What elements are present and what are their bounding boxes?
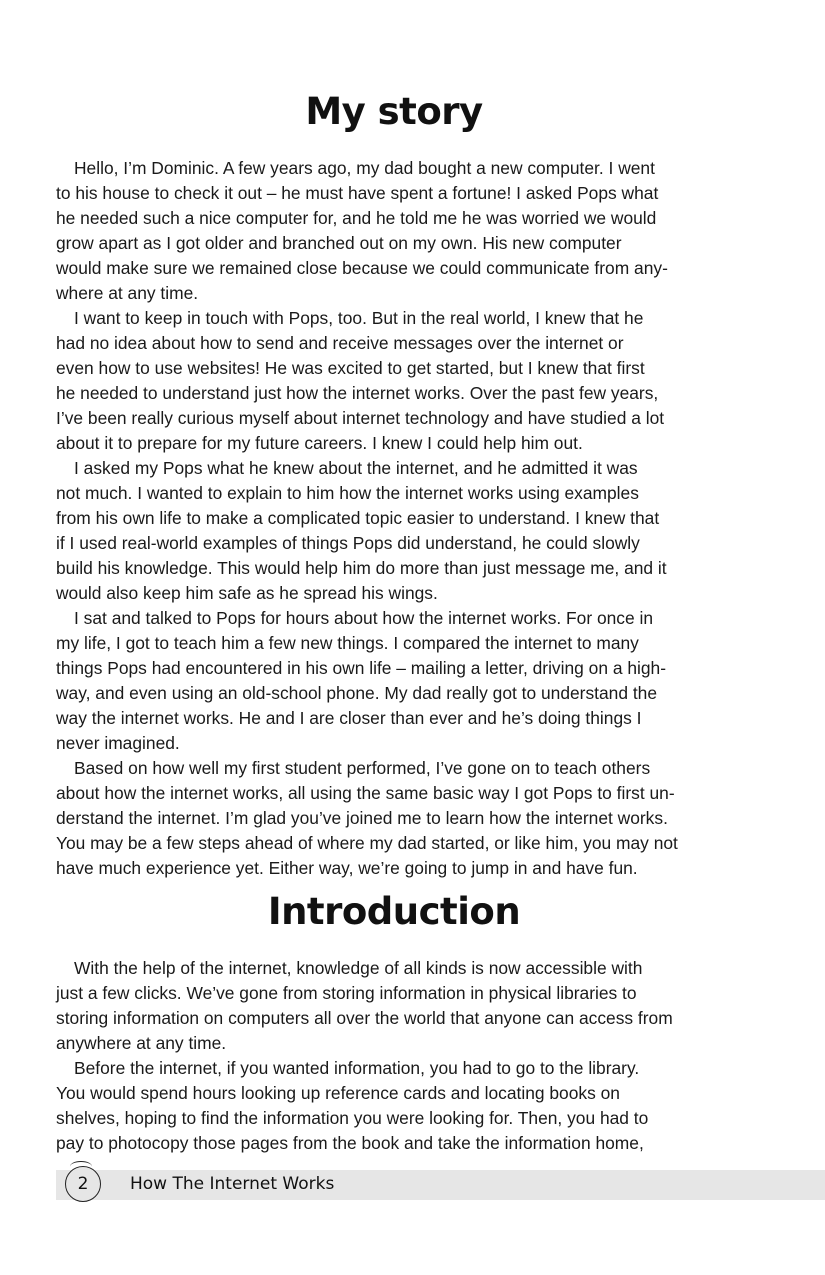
text-line: not much. I wanted to explain to him how the internet works using examples (56, 483, 639, 503)
text-line: anywhere at any time. (56, 1033, 227, 1053)
text-line: things Pops had encountered in his own life – mailing a letter, driving on a high- (56, 658, 667, 678)
introduction-body-text (56, 956, 736, 1156)
paragraph-start-line: I asked my Pops what he knew about the internet, and he admitted it was (74, 458, 638, 478)
text-line: about how the internet works, all using the same basic way I got Pops to first un- (56, 783, 675, 803)
text-line: build his knowledge. This would help him do more than just message me, and it (56, 558, 667, 578)
text-line: even how to use websites! He was excited to get started, but I knew that first (56, 358, 645, 378)
paragraph-start-line: With the help of the internet, knowledge of all kinds is now accessible with (74, 958, 643, 978)
paragraph-start-line: Based on how well my first student performed, I’ve gone on to teach others (74, 758, 651, 778)
text-line: to his house to check it out – he must have spent a fortune! I asked Pops what (56, 183, 659, 203)
text-line: about it to prepare for my future careers. I knew I could help him out. (56, 433, 583, 453)
text-line: where at any time. (56, 283, 199, 303)
text-line: storing information on computers all over the world that anyone can access from (56, 1008, 673, 1028)
text-line: from his own life to make a complicated topic easier to understand. I knew that (56, 508, 660, 528)
text-line: my life, I got to teach him a few new things. I compared the internet to many (56, 633, 639, 653)
paragraph-start-line: I sat and talked to Pops for hours about how the internet works. For once in (74, 608, 654, 628)
text-line: he needed to understand just how the internet works. Over the past few years, (56, 383, 659, 403)
text-line: grow apart as I got older and branched out on my own. His new computer (56, 233, 622, 253)
text-line: I’ve been really curious myself about internet technology and have studied a lot (56, 408, 665, 428)
section-title-introduction: Introduction (267, 890, 521, 933)
text-line: way, and even using an old-school phone. My dad really got to understand the (56, 683, 658, 703)
text-line: way the internet works. He and I are closer than ever and he’s doing things I (56, 708, 642, 728)
story-body-text (56, 156, 736, 881)
text-line: would make sure we remained close because we could communicate from any- (56, 258, 668, 278)
section-title-my-story: My story (305, 90, 483, 133)
paragraph-start-line: Before the internet, if you wanted information, you had to go to the library. (74, 1058, 640, 1078)
running-footer-book-title: How The Internet Works (130, 1174, 335, 1194)
text-line: just a few clicks. We’ve gone from storing information in physical libraries to (56, 983, 637, 1003)
text-line: shelves, hoping to find the information you were looking for. Then, you had to (56, 1108, 649, 1128)
text-line: pay to photocopy those pages from the book and take the information home, (56, 1133, 644, 1153)
text-line: You would spend hours looking up reference cards and locating books on (56, 1083, 620, 1103)
text-line: had no idea about how to send and receive messages over the internet or (56, 333, 624, 353)
text-line: would also keep him safe as he spread his wings. (56, 583, 438, 603)
text-line: You may be a few steps ahead of where my dad started, or like him, you may not (56, 833, 678, 853)
paragraph-start-line: I want to keep in touch with Pops, too. But in the real world, I knew that he (74, 308, 644, 328)
paragraph-start-line: Hello, I’m Dominic. A few years ago, my dad bought a new computer. I went (74, 158, 655, 178)
text-line: derstand the internet. I’m glad you’ve joined me to learn how the internet works. (56, 808, 668, 828)
page-number-badge (65, 1166, 101, 1202)
page-number: 2 (77, 1174, 89, 1194)
text-line: if I used real-world examples of things Pops did understand, he could slowly (56, 533, 640, 553)
text-line: have much experience yet. Either way, we’re going to jump in and have fun. (56, 858, 638, 878)
text-line: never imagined. (56, 733, 180, 753)
text-line: he needed such a nice computer for, and he told me he was worried we would (56, 208, 657, 228)
